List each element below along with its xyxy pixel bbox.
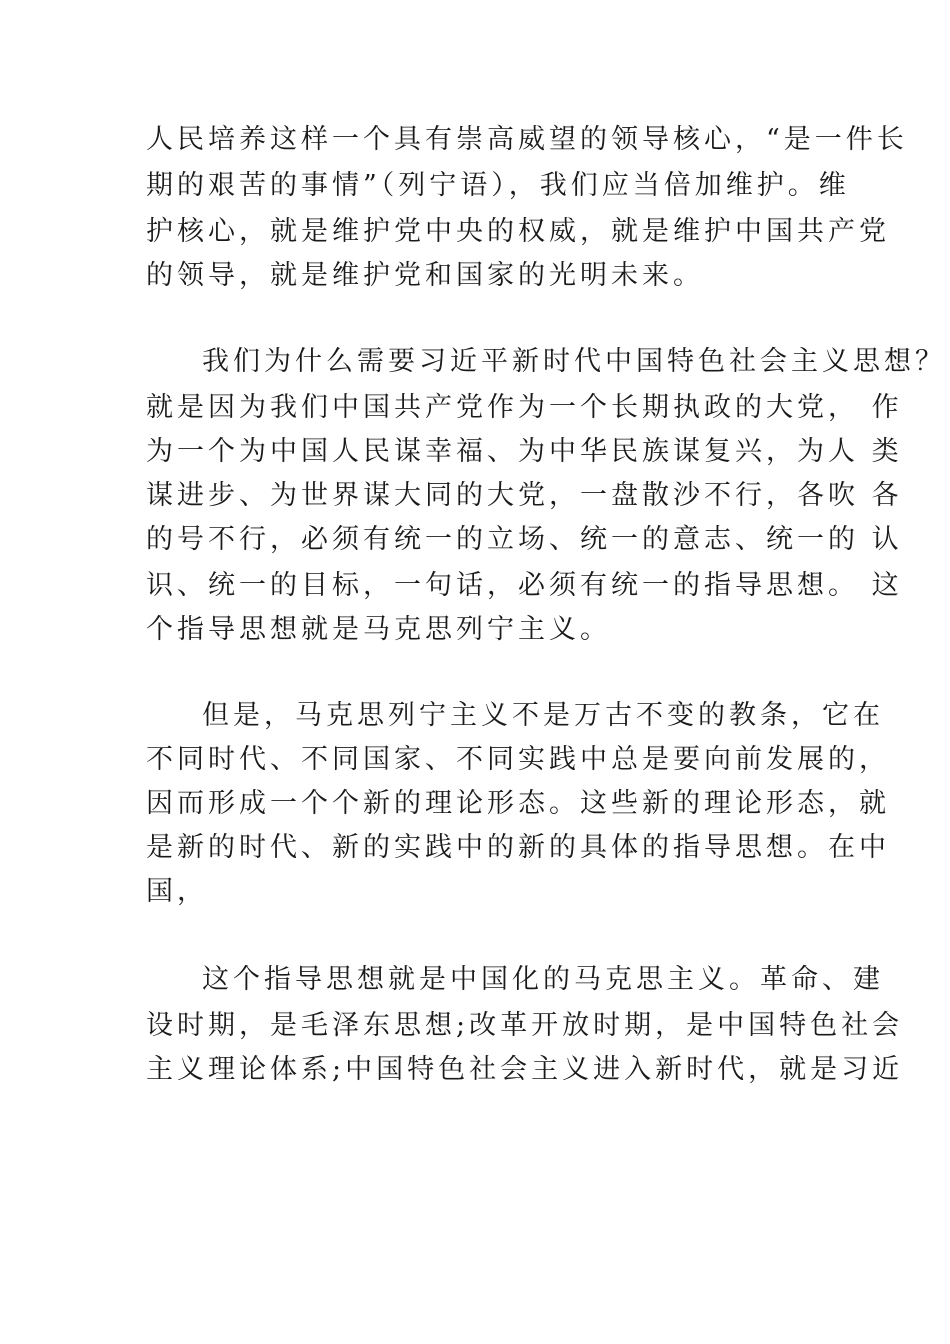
paragraph-2-line-6: 识、统一的目标，一句话，必须有统一的指导思想。 这 (146, 570, 903, 601)
paragraph-4-line-2: 设时期，是毛泽东思想;改革开放时期，是中国特色社会 (146, 1010, 904, 1041)
paragraph-3-line-4: 是新的时代、新的实践中的新的具体的指导思想。在中 (146, 832, 890, 863)
paragraph-1-line-2: 期的艰苦的事情”（列宁语），我们应当倍加维护。维 (146, 170, 850, 201)
paragraph-3-line-2: 不同时代、不同国家、不同实践中总是要向前发展的， (146, 744, 890, 775)
paragraph-3-line-5: 国， (146, 876, 208, 907)
paragraph-1-line-1: 人民培养这样一个具有崇高威望的领导核心，“是一件长 (146, 124, 908, 155)
paragraph-1-line-4: 的领导，就是维护党和国家的光明未来。 (146, 260, 704, 291)
paragraph-2-line-3: 为一个为中国人民谋幸福、为中华民族谋复兴，为人 类 (146, 436, 903, 467)
paragraph-2-line-5: 的号不行，必须有统一的立场、统一的意志、统一的 认 (146, 524, 903, 555)
paragraph-1-line-3: 护核心，就是维护党中央的权威，就是维护中国共产党 (146, 216, 890, 247)
paragraph-2-line-1: 我们为什么需要习近平新时代中国特色社会主义思想？ (202, 346, 946, 377)
paragraph-2-line-7: 个指导思想就是马克思列宁主义。 (146, 614, 611, 645)
paragraph-2-line-2: 就是因为我们中国共产党作为一个长期执政的大党， 作 (146, 392, 903, 423)
paragraph-3-line-1: 但是，马克思列宁主义不是万古不变的教条，它在 (202, 700, 884, 731)
paragraph-2-line-4: 谋进步、为世界谋大同的大党，一盘散沙不行，各吹 各 (146, 480, 903, 511)
paragraph-4-line-3: 主义理论体系;中国特色社会主义进入新时代，就是习近 (146, 1054, 904, 1085)
paragraph-4-line-1: 这个指导思想就是中国化的马克思主义。革命、建 (202, 964, 884, 995)
paragraph-3-line-3: 因而形成一个个新的理论形态。这些新的理论形态，就 (146, 788, 890, 819)
